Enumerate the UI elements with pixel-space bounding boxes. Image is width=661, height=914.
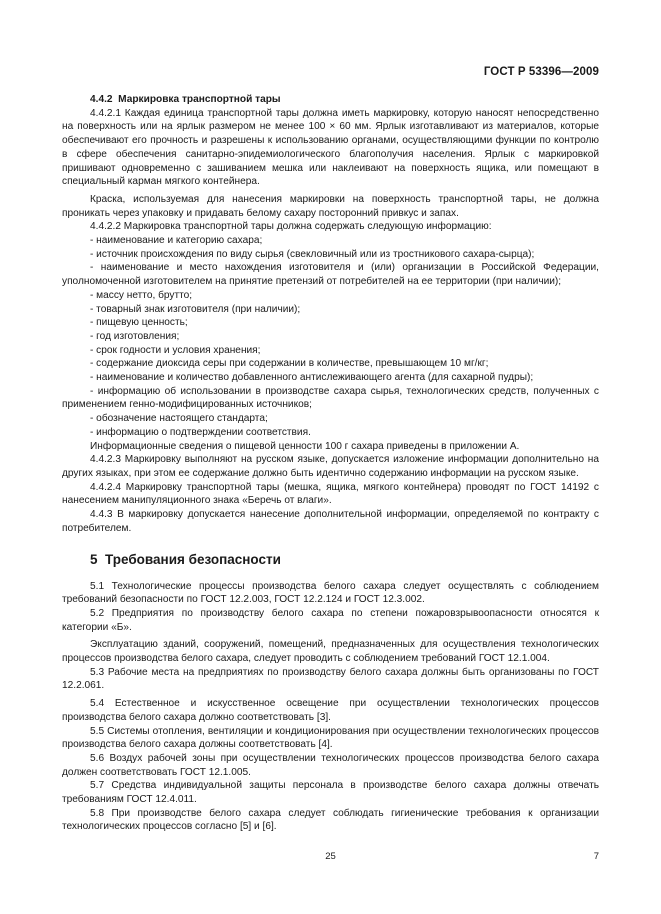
paragraph: 4.4.3 В маркировку допускается нанесение дополнительной информации, определяемой по контракту с потребителем. (62, 509, 599, 534)
paragraph: Эксплуатацию зданий, сооружений, помещений, предназначенных для осуществления технологических процессов производства белого сахара, следует проводить с соблюдением требований ГОСТ 12.1.004. (62, 639, 599, 665)
paragraph: 4.4.2.2 Маркировка транспортной тары должна содержать следующую информацию: (90, 221, 492, 233)
page-number-center: 25 (325, 851, 336, 862)
paragraph: 4.4.2.3 Маркировку выполняют на русском языке, допускается изложение информации дополнительно на других языках, при этом ее содержание должно быть идентично содержанию информации на русском языке. (62, 454, 599, 479)
list-item: - наименование и категорию сахара; (90, 235, 263, 247)
paragraph: 5.2 Предприятия по производству белого сахара по степени пожаровзрывоопасности относятся к категории «Б». (62, 607, 599, 633)
section-number: 5 (90, 551, 98, 567)
list-item: - год изготовления; (90, 330, 180, 342)
page-content (62, 93, 599, 834)
list-item: - наименование и место нахождения изготовителя и (или) организации в Российской Федерации, уполномоченной изготовителем на принятие претензий от потребителей на ее территории (при наличии); (62, 262, 599, 288)
list-item: - информацию об использовании в производстве сахара сырья, технологических средств, полученных с применением генно-модифицированных источников; (62, 385, 599, 411)
subsection-title: Маркировка транспортной тары (118, 94, 281, 105)
section-heading (62, 552, 599, 568)
paragraph: 4.4.2.1 Каждая единица транспортной тары должна иметь маркировку, которую наносят непосредственно на поверхность или на ярлык размером не менее 100 × 60 мм. Ярлык изготавливают из материалов, которые обеспечивают его прочность и разрешены к использованию органами, осуществляющими функции по контролю в сфере обеспечения санитарно-эпидемиологического благополучия населения. Ярлык с маркировкой пришивают одновременно с зашиванием мешка или наклеивают на поверхность ящика, или помещают в специальный карман мягкого контейнера. (62, 107, 599, 188)
list-item: - обозначение настоящего стандарта; (90, 413, 268, 425)
paragraph: 5.7 Средства индивидуальной защиты персонала в производстве белого сахара должны отвечать требованиям ГОСТ 12.4.011. (62, 780, 599, 806)
section-title: Требования безопасности (105, 551, 281, 567)
list-item: - наименование и количество добавленного антислеживающего агента (для сахарной пудры); (90, 372, 534, 384)
list-item: - содержание диоксида серы при содержании в количестве, превышающем 10 мг/кг; (90, 358, 489, 370)
page-number-right: 7 (593, 851, 599, 862)
paragraph: 5.8 При производстве белого сахара следует соблюдать гигиенические требования к организации технологических процессов согласно [5] и [6]. (62, 807, 599, 833)
paragraph: 5.5 Системы отопления, вентиляции и кондиционирования при осуществлении технологических процессов производства белого сахара должны соответствовать [4]. (62, 725, 599, 751)
paragraph: 4.4.2.4 Маркировку транспортной тары (мешка, ящика, мягкого контейнера) проводят по ГОСТ 14192 с нанесением манипуляционного знака «Беречь от влаги». (62, 481, 599, 507)
paragraph: 5.4 Естественное и искусственное освещение при осуществлении технологических процессов производства белого сахара должно соответствовать [3]. (62, 698, 599, 723)
subsection-number: 4.4.2 (90, 94, 113, 105)
list-item: - источник происхождения по виду сырья (свекловичный или из тростникового сахара-сырца); (90, 248, 535, 260)
paragraph: 5.6 Воздух рабочей зоны при осуществлении технологических процессов производства белого сахара должен соответствовать ГОСТ 12.1.005. (62, 752, 599, 778)
list-item: - товарный знак изготовителя (при наличии); (90, 303, 301, 315)
paragraph: Информационные сведения о пищевой ценности 100 г сахара приведены в приложении А. (90, 440, 520, 452)
subsection-heading (62, 93, 599, 107)
list-item: - пищевую ценность; (90, 317, 188, 329)
list-item: - срок годности и условия хранения; (90, 344, 261, 356)
list-item: - информацию о подтверждении соответствия. (90, 426, 311, 438)
document-code-header: ГОСТ Р 53396—2009 (483, 66, 599, 78)
paragraph: Краска, используемая для нанесения маркировки на поверхность транспортной тары, не должна проникать через упаковку и придавать белому сахару посторонний привкус и запах. (62, 193, 599, 219)
paragraph: 5.3 Рабочие места на предприятиях по производству белого сахара должны быть организованы по ГОСТ 12.2.061. (62, 666, 599, 692)
list-item: - массу нетто, брутто; (90, 289, 193, 301)
paragraph: 5.1 Технологические процессы производства белого сахара следует осуществлять с соблюдением требований безопасности по ГОСТ 12.2.003, ГОСТ 12.2.124 и ГОСТ 12.3.002. (62, 580, 599, 606)
